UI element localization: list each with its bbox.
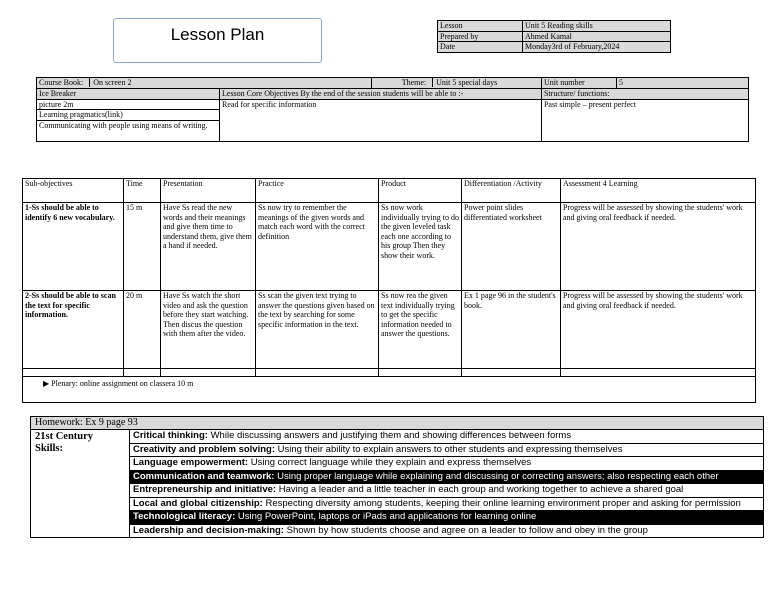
course-book-cell: [37, 78, 372, 89]
skills-table: [30, 416, 764, 538]
header-assessment: Assessment 4 Learning: [561, 179, 756, 203]
plenary-row: [23, 377, 756, 403]
skill-item: Creativity and problem solving: Using their ability to explain answers to other students and expressing themselves: [130, 443, 764, 457]
unit-number-value: 5: [617, 78, 749, 89]
row2-time: 20 m: [124, 291, 161, 369]
plenary-text: Plenary: online assignment on classera 10 m: [51, 379, 194, 388]
row2-product: Ss now rea the given text individually trying to get the specific information needed to answer the questions.: [379, 291, 462, 369]
row1-product: Ss now work individually trying to do the given leveled task each one according to his group Then they show their work.: [379, 203, 462, 291]
bullet-arrow-icon: ▶: [43, 379, 50, 388]
read-specific-info: Read for specific information: [220, 99, 542, 141]
unit-number-label: Unit number: [542, 78, 617, 89]
ice-breaker: Ice Breaker: [37, 89, 220, 100]
header-practice: Practice: [256, 179, 379, 203]
row2-presentation: Have Ss watch the short video and ask the question before they start watching. Then discus the question with them after the video.: [161, 291, 256, 369]
communicating: Communicating with people using means of writing.: [37, 120, 220, 141]
row2-assessment: Progress will be assessed by showing the students' work and giving oral feedback if needed.: [561, 291, 756, 369]
skill-item: Entrepreneurship and initiative: Having a leader and a little teacher in each group and working together to achieve a shared goal: [130, 484, 764, 498]
skill-item: Technological literacy: Using PowerPoint, laptops or iPads and applications for learning online: [130, 511, 764, 525]
course-book-label: Course Book:: [39, 78, 84, 87]
skills-label-line2: Skills:: [35, 443, 64, 454]
skill-item: Local and global citizenship: Respecting diversity among students, keeping their online learning environment proper and asking for permission: [130, 497, 764, 511]
row1-assessment: Progress will be assessed by showing the students' work and giving oral feedback if needed.: [561, 203, 756, 291]
lesson-label: Lesson: [438, 21, 523, 32]
date-value: Monday3rd of February,2024: [523, 42, 671, 53]
theme-cell: [371, 78, 541, 89]
past-simple: Past simple – present perfect: [541, 99, 748, 141]
lesson-plan-table: [22, 178, 756, 403]
page-title: Lesson Plan: [113, 18, 322, 63]
skills-label-line1: 21st Century: [35, 431, 94, 442]
table-row: [23, 291, 756, 369]
prepared-by-value: Ahmed Kamal: [523, 31, 671, 42]
row1-time: 15 m: [124, 203, 161, 291]
header-differentiation: Differentiation /Activity: [462, 179, 561, 203]
theme-value: Unit 5 special days: [432, 78, 497, 87]
skill-item: Language empowerment: Using correct language while they explain and express themselves: [130, 457, 764, 471]
picture-time: picture 2m: [37, 99, 220, 110]
course-info-table: [36, 77, 749, 142]
skill-item: Leadership and decision-making: Shown by how students choose and agree on a leader to follow and obey in the group: [130, 524, 764, 538]
row1-differentiation: Power point slides differentiated worksheet: [462, 203, 561, 291]
skill-item: Critical thinking: While discussing answers and justifying them and showing differences between forms: [130, 430, 764, 444]
row1-practice: Ss now try to remember the meanings of the given words and match each word with the correct definition: [256, 203, 379, 291]
header-product: Product: [379, 179, 462, 203]
table-row: [23, 203, 756, 291]
header-presentation: Presentation: [161, 179, 256, 203]
row1-sub-objective: 1-Ss should be able to identify 6 new vocabulary.: [23, 203, 124, 291]
lesson-info-table: [437, 20, 671, 53]
homework: Homework: Ex 9 page 93: [31, 417, 764, 430]
lesson-value: Unit 5 Reading skills: [523, 21, 671, 32]
row2-sub-objective: 2-Ss should be able to scan the text for specific information.: [23, 291, 124, 369]
header-time: Time: [124, 179, 161, 203]
core-objectives: Lesson Core Objectives By the end of the session students will be able to :-: [220, 89, 542, 100]
prepared-by-label: Prepared by: [438, 31, 523, 42]
learning-pragmatics: Learning pragmatics(link): [37, 110, 220, 121]
structure-label: Structure/ functions:: [541, 89, 748, 100]
course-book-value: On screen 2: [89, 78, 131, 87]
skill-item: Communication and teamwork: Using proper language while explaining and discussing or correcting answers; also respecting each other: [130, 470, 764, 484]
date-label: Date: [438, 42, 523, 53]
row1-presentation: Have Ss read the new words and their meanings and give them time to understand them, give them a hand if needed.: [161, 203, 256, 291]
skills-label: [31, 430, 130, 538]
row2-practice: Ss scan the given text trying to answer the questions given based on the text by searching for some specific information in the text.: [256, 291, 379, 369]
row2-differentiation: Ex 1 page 96 in the student's book.: [462, 291, 561, 369]
theme-label: Theme:: [401, 78, 427, 87]
header-sub-objectives: Sub-objectives: [23, 179, 124, 203]
